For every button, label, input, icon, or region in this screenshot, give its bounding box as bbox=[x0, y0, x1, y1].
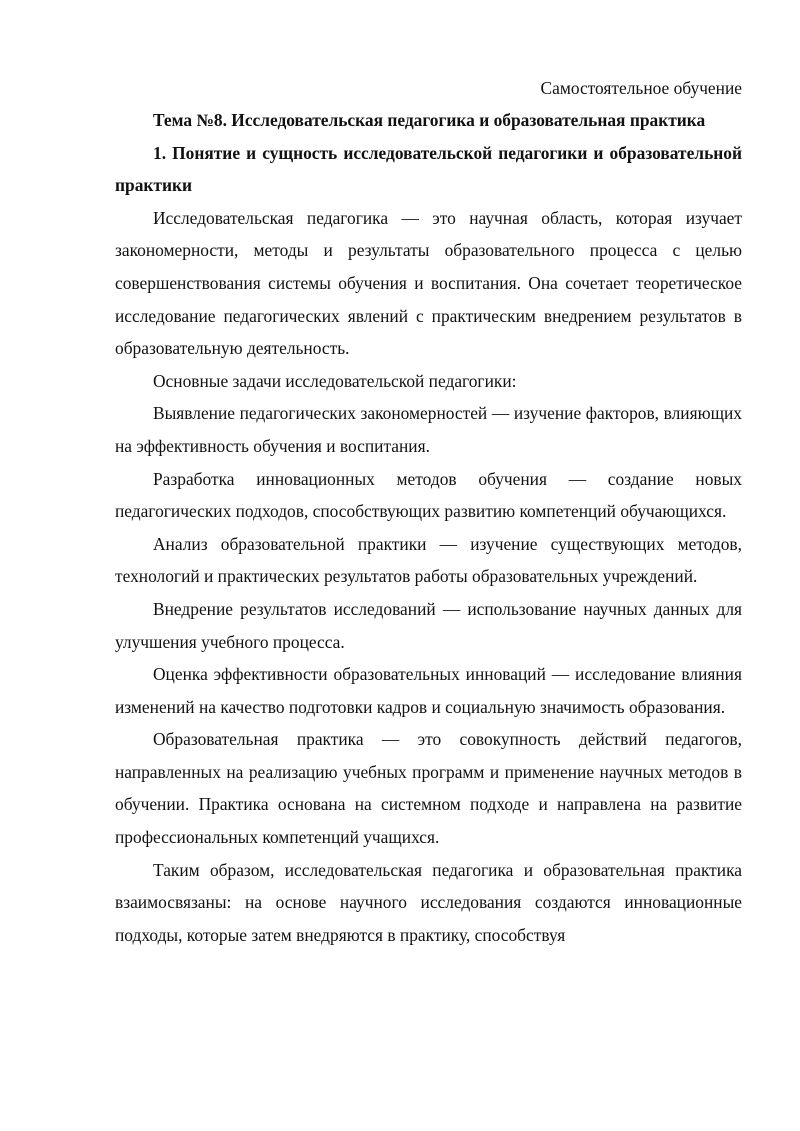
section-title: 1. Понятие и сущность исследовательской педагогики и образовательной практики bbox=[115, 142, 742, 196]
paragraph-practice: Образовательная практика — это совокупность действий педагогов, направленных на реализацию учебных программ и применение научных методов в обучении. Практика основана на системном подходе и направлена на развитие профессиональных компетенций учащихся. bbox=[115, 729, 742, 848]
paragraph-task-3: Анализ образовательной практики — изучение существующих методов, технологий и практических результатов работы образовательных учреждений. bbox=[115, 533, 742, 587]
paragraph-conclusion: Таким образом, исследовательская педагогика и образовательная практика взаимосвязаны: на основе научного исследования создаются инновационные подходы, которые затем внедряются в практику, способствуя bbox=[115, 859, 742, 945]
topic-title: Тема №8. Исследовательская педагогика и образовательная практика bbox=[153, 110, 706, 130]
paragraph-definition: Исследовательская педагогика — это научная область, которая изучает закономерности, методы и результаты образовательного процесса с целью совершенствования системы обучения и воспитания. Она сочетает теоретическое исследование педагогических явлений с практическим внедрением результатов в образовательную деятельность. bbox=[115, 207, 742, 359]
running-header: Самостоятельное обучение bbox=[540, 78, 742, 98]
paragraph-task-5: Оценка эффективности образовательных инноваций — исследование влияния изменений на качество подготовки кадров и социальную значимость образования. bbox=[115, 664, 742, 717]
paragraph-task-2: Разработка инновационных методов обучения — создание новых педагогических подходов, способствующих развитию компетенций обучающихся. bbox=[115, 468, 742, 522]
page-content bbox=[115, 72, 742, 951]
paragraph-tasks-heading: Основные задачи исследовательской педагогики: bbox=[153, 370, 517, 391]
paragraph-task-1: Выявление педагогических закономерностей — изучение факторов, влияющих на эффективность обучения и воспитания. bbox=[115, 403, 742, 456]
paragraph-task-4: Внедрение результатов исследований — использование научных данных для улучшения учебного процесса. bbox=[115, 598, 742, 652]
